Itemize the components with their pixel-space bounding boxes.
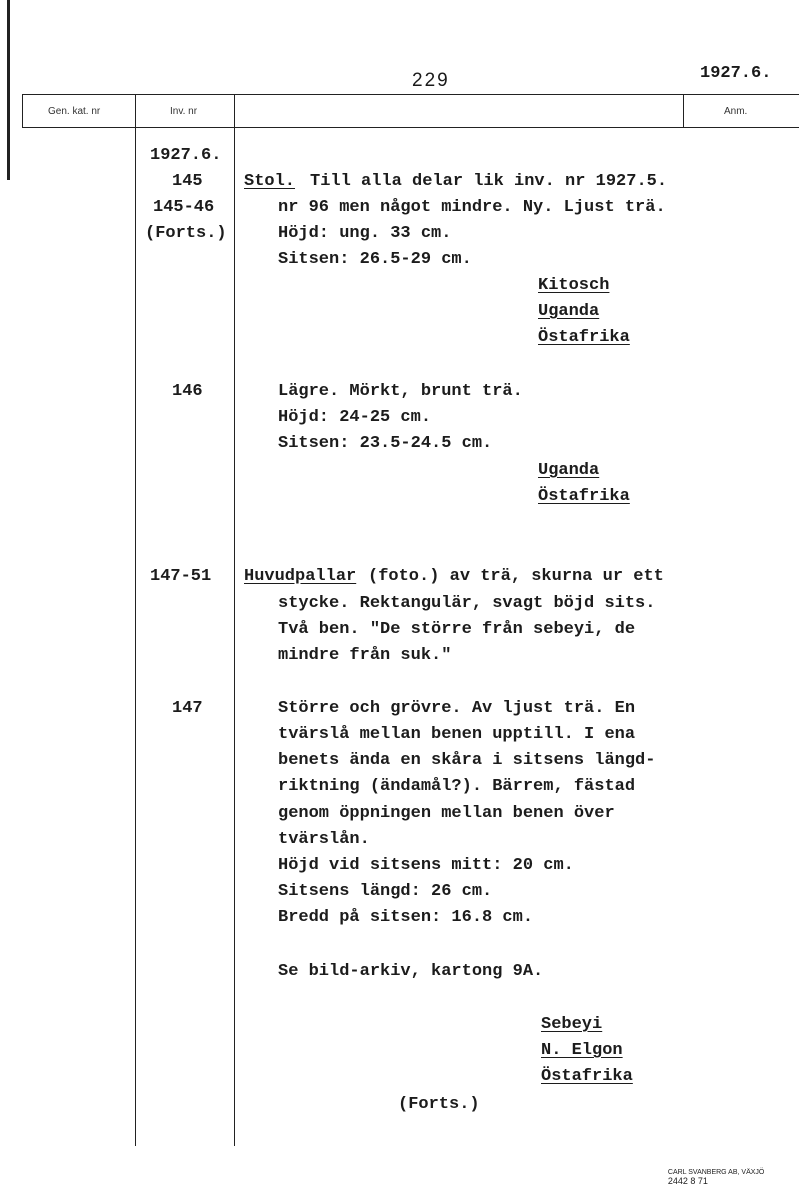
place-name: Östafrika bbox=[541, 1067, 633, 1086]
place-name: Östafrika bbox=[538, 328, 630, 347]
entry-line: Bredd på sitsen: 16.8 cm. bbox=[278, 908, 534, 927]
entry-line: Höjd: ung. 33 cm. bbox=[278, 224, 452, 243]
place-name: N. Elgon bbox=[541, 1041, 623, 1060]
page-year-ref: 1927.6. bbox=[700, 64, 772, 83]
entry-line: nr 96 men något mindre. Ny. Ljust trä. bbox=[278, 198, 666, 217]
page-number: 229 bbox=[412, 70, 450, 91]
place-name: Östafrika bbox=[538, 487, 630, 506]
entry-line: riktning (ändamål?). Bärrem, fästad bbox=[278, 777, 636, 796]
column-rule-desc-anm bbox=[683, 94, 684, 128]
entry-line: mindre från suk." bbox=[278, 646, 452, 665]
entry-line: Höjd vid sitsens mitt: 20 cm. bbox=[278, 856, 574, 875]
entry-line: benets ända en skåra i sitsens längd- bbox=[278, 751, 656, 770]
inv-number: 147-51 bbox=[150, 567, 212, 586]
entry-line: Större och grövre. Av ljust trä. En bbox=[278, 699, 636, 718]
entry-line: Lägre. Mörkt, brunt trä. bbox=[278, 382, 523, 401]
place-name: Kitosch bbox=[538, 276, 610, 295]
inv-number: 147 bbox=[172, 699, 203, 718]
inv-number: (Forts.) bbox=[145, 224, 227, 243]
entry-line: tvärslå mellan benen upptill. I ena bbox=[278, 725, 636, 744]
place-name: Uganda bbox=[538, 461, 600, 480]
entry-line: Höjd: 24-25 cm. bbox=[278, 408, 432, 427]
entry-line: stycke. Rektangulär, svagt böjd sits. bbox=[278, 594, 656, 613]
header-inv-nr: Inv. nr bbox=[170, 106, 198, 117]
entry-line: Till alla delar lik inv. nr 1927.5. bbox=[310, 172, 668, 191]
printer-imprint bbox=[664, 1162, 764, 1186]
inv-number: 145-46 bbox=[153, 198, 215, 217]
entry-line: Sitsen: 26.5-29 cm. bbox=[278, 250, 472, 269]
entry-line: Sitsens längd: 26 cm. bbox=[278, 882, 493, 901]
place-name: Sebeyi bbox=[541, 1015, 603, 1034]
binder-edge bbox=[7, 0, 10, 180]
entry-line: genom öppningen mellan benen över bbox=[278, 804, 615, 823]
printer-name: CARL SVANBERG AB, VÄXJÖ bbox=[667, 1169, 765, 1176]
entry-line: Två ben. "De större från sebeyi, de bbox=[278, 620, 636, 639]
form-code: 2442 8 71 bbox=[667, 1176, 708, 1186]
entry-title: Stol. bbox=[244, 172, 296, 191]
entry-line: (foto.) av trä, skurna ur ett bbox=[368, 567, 664, 586]
continued-note: (Forts.) bbox=[398, 1095, 480, 1114]
inv-number: 145 bbox=[172, 172, 203, 191]
header-gen-kat-nr: Gen. kat. nr bbox=[48, 106, 101, 117]
inv-number: 146 bbox=[172, 382, 203, 401]
entry-title: Huvudpallar bbox=[244, 567, 357, 586]
inv-number: 1927.6. bbox=[150, 146, 222, 165]
archive-reference: Se bild-arkiv, kartong 9A. bbox=[278, 962, 544, 981]
header-anm: Anm. bbox=[724, 106, 748, 117]
column-rule-left bbox=[22, 94, 23, 128]
column-rule-inv-desc bbox=[234, 94, 235, 1146]
place-name: Uganda bbox=[538, 302, 600, 321]
entry-line: tvärslån. bbox=[278, 830, 370, 849]
entry-line: Sitsen: 23.5-24.5 cm. bbox=[278, 434, 493, 453]
column-rule-gen-inv bbox=[135, 94, 136, 1146]
